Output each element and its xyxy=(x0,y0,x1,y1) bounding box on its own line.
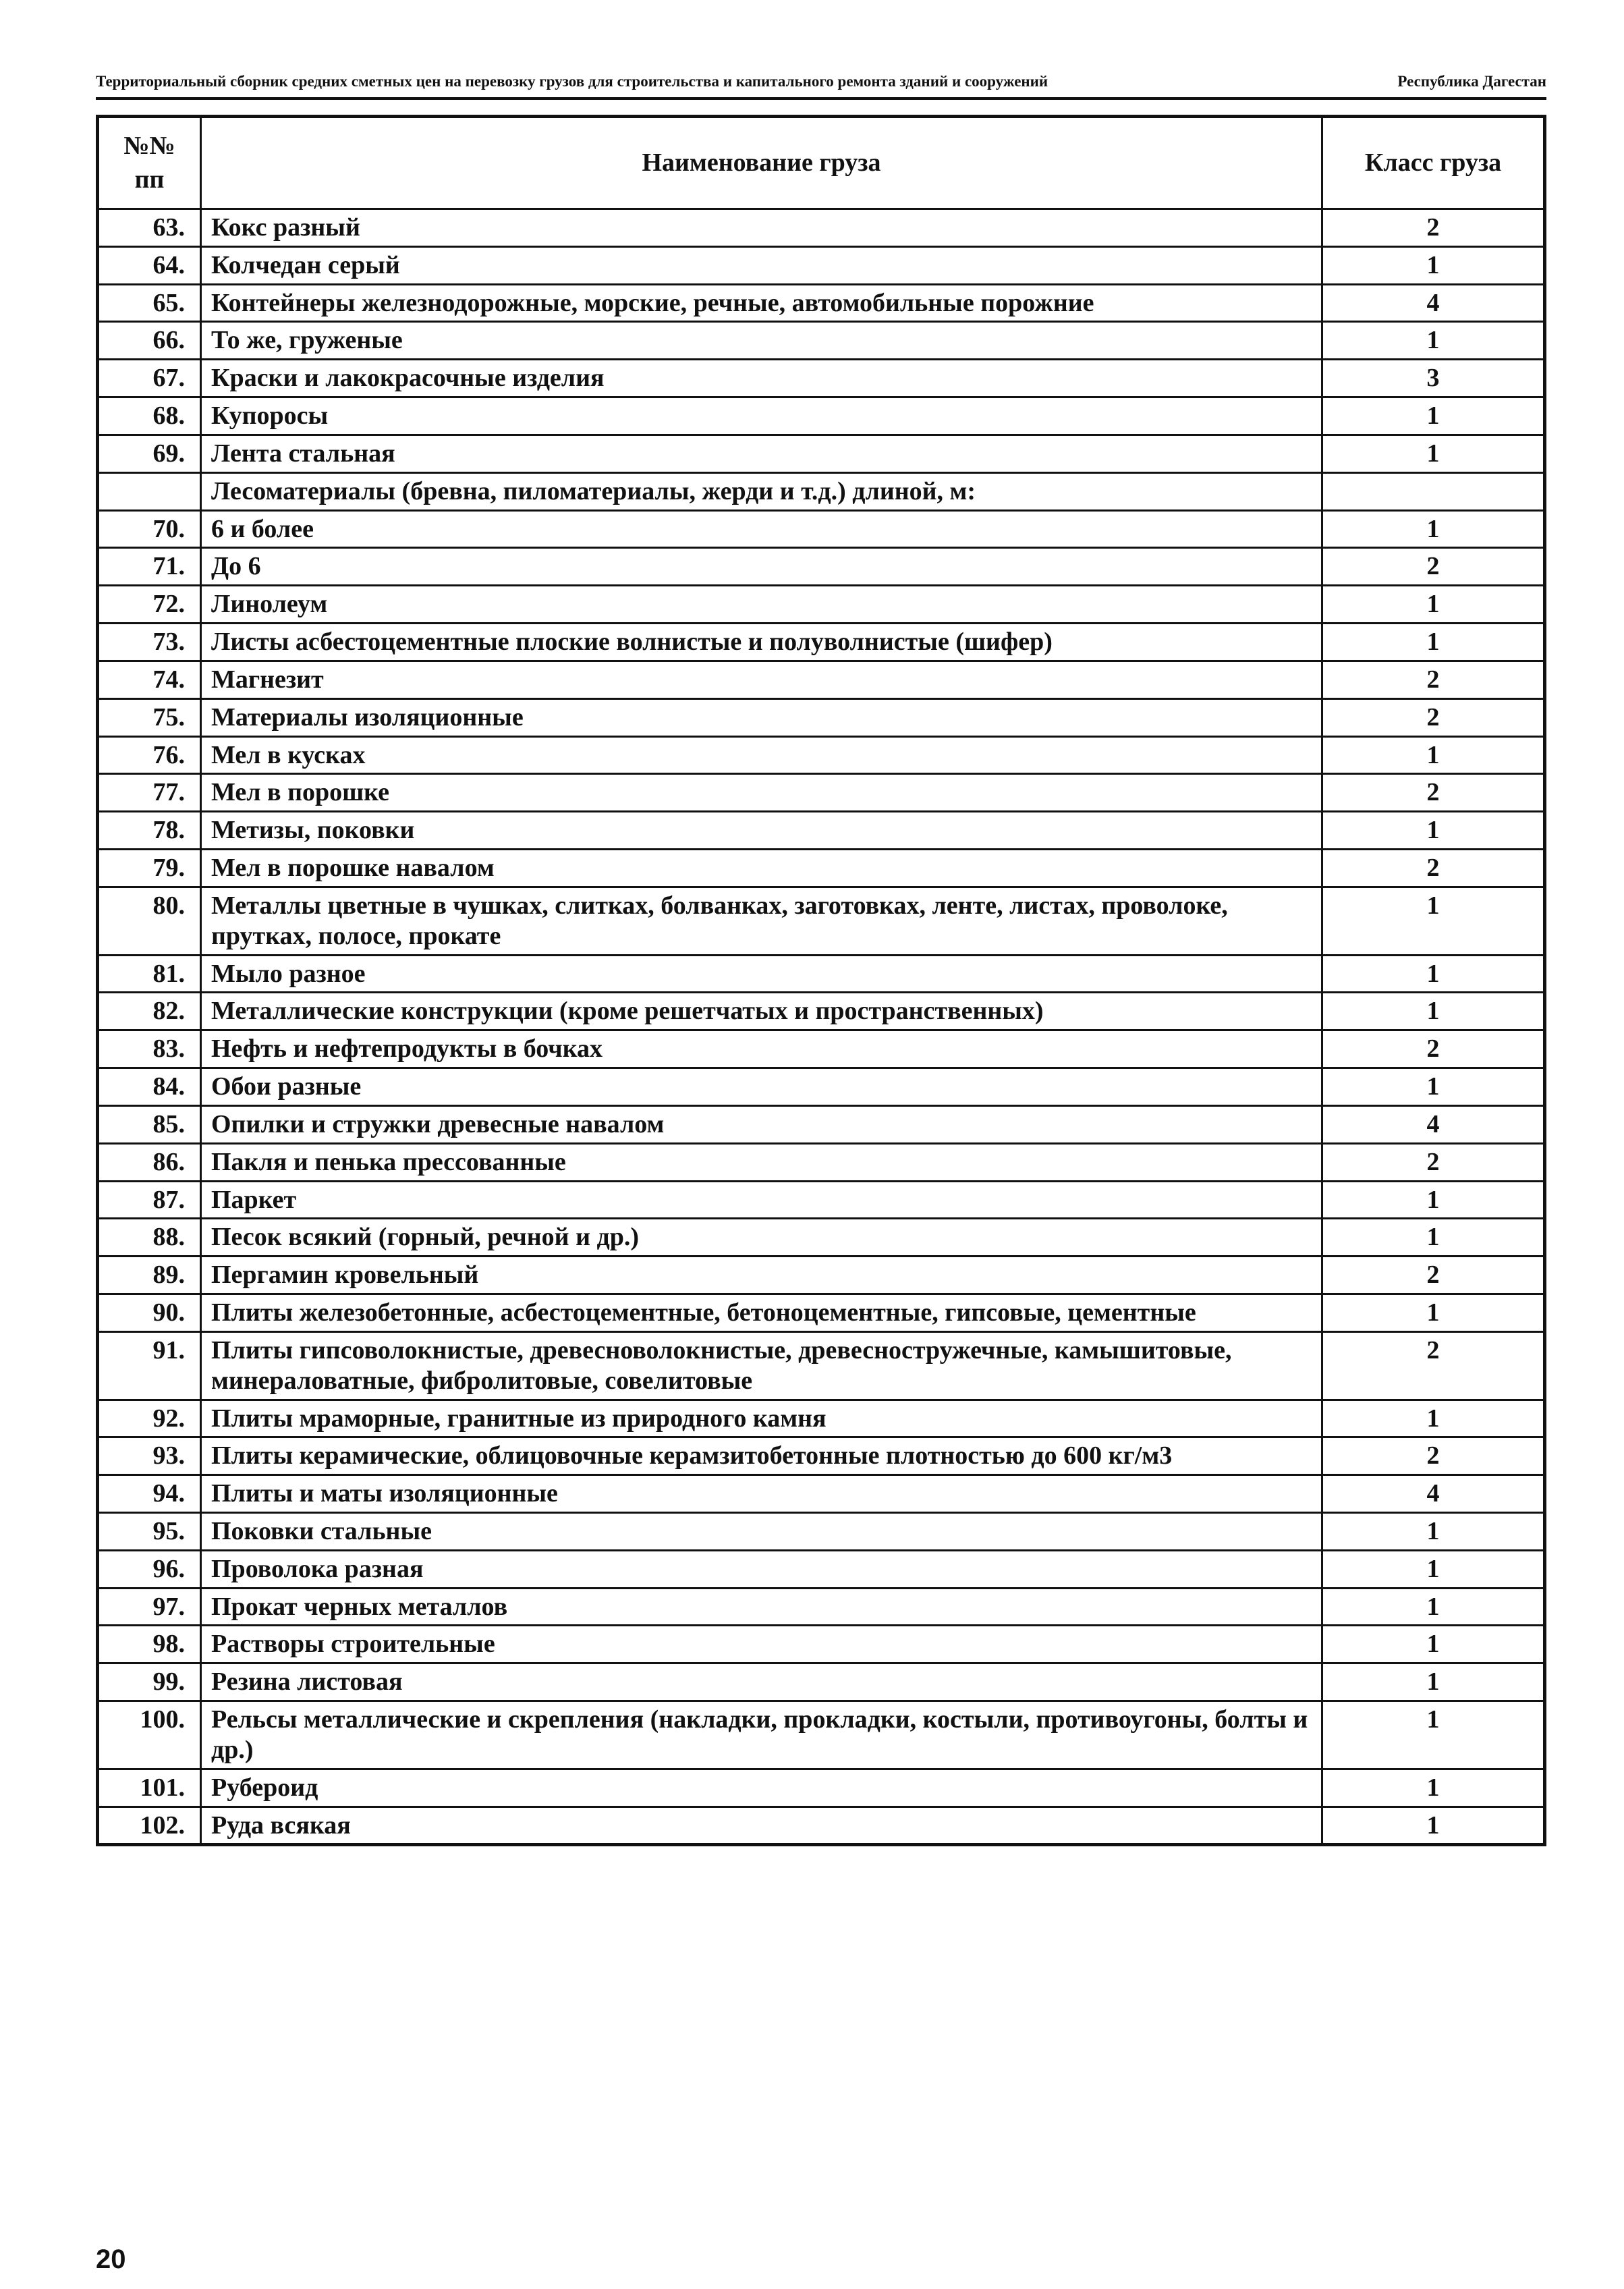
row-number: 83. xyxy=(98,1030,201,1068)
row-name: Прокат черных металлов xyxy=(201,1588,1322,1626)
row-number: 75. xyxy=(98,698,201,736)
row-class: 1 xyxy=(1322,246,1545,284)
row-number: 73. xyxy=(98,624,201,661)
row-class xyxy=(1322,472,1545,510)
row-name: Мел в порошке xyxy=(201,774,1322,812)
row-number: 90. xyxy=(98,1294,201,1332)
row-class: 1 xyxy=(1322,435,1545,472)
row-name: Пакля и пенька прессованные xyxy=(201,1143,1322,1181)
row-name: Растворы строительные xyxy=(201,1626,1322,1663)
table-row xyxy=(98,1331,1545,1400)
table-row xyxy=(98,1105,1545,1143)
table-row xyxy=(98,1807,1545,1845)
row-number: 92. xyxy=(98,1400,201,1437)
row-name: Лесоматериалы (бревна, пиломатериалы, жерди и т.д.) длиной, м: xyxy=(201,472,1322,510)
table-row xyxy=(98,360,1545,397)
table-row xyxy=(98,1588,1545,1626)
row-name: Рельсы металлические и скрепления (накладки, прокладки, костыли, противоугоны, болты и др.) xyxy=(201,1701,1322,1769)
table-row xyxy=(98,887,1545,955)
row-name: Песок всякий (горный, речной и др.) xyxy=(201,1219,1322,1257)
table-row xyxy=(98,624,1545,661)
row-name: Металлы цветные в чушках, слитках, болванках, заготовках, ленте, листах, проволоке, прутках, полосе, прокате xyxy=(201,887,1322,955)
table-row xyxy=(98,284,1545,322)
row-class: 2 xyxy=(1322,850,1545,887)
table-row xyxy=(98,1181,1545,1219)
row-number: 64. xyxy=(98,246,201,284)
column-header-class: Класс груза xyxy=(1322,117,1545,209)
row-class: 1 xyxy=(1322,1701,1545,1769)
header-region: Республика Дагестан xyxy=(1397,73,1546,90)
row-number: 98. xyxy=(98,1626,201,1663)
table-row xyxy=(98,955,1545,993)
row-name: Нефть и нефтепродукты в бочках xyxy=(201,1030,1322,1068)
row-number: 79. xyxy=(98,850,201,887)
row-name: Паркет xyxy=(201,1181,1322,1219)
row-name: Пергамин кровельный xyxy=(201,1257,1322,1294)
row-number: 68. xyxy=(98,397,201,435)
cargo-class-table xyxy=(96,115,1546,1846)
row-class: 1 xyxy=(1322,955,1545,993)
column-header-number-line1: №№ xyxy=(123,132,175,161)
row-number: 72. xyxy=(98,586,201,624)
row-number: 67. xyxy=(98,360,201,397)
row-class: 2 xyxy=(1322,1143,1545,1181)
table-row xyxy=(98,397,1545,435)
row-name: Руда всякая xyxy=(201,1807,1322,1845)
row-class: 1 xyxy=(1322,887,1545,955)
table-row xyxy=(98,1663,1545,1701)
row-name: Металлические конструкции (кроме решетчатых и пространственных) xyxy=(201,993,1322,1030)
row-number: 63. xyxy=(98,209,201,247)
row-class: 2 xyxy=(1322,1331,1545,1400)
row-number: 97. xyxy=(98,1588,201,1626)
row-name: Плиты и маты изоляционные xyxy=(201,1475,1322,1513)
table-row xyxy=(98,1219,1545,1257)
row-class: 1 xyxy=(1322,1294,1545,1332)
row-class: 2 xyxy=(1322,698,1545,736)
row-class: 4 xyxy=(1322,1475,1545,1513)
table-row xyxy=(98,548,1545,586)
row-number: 95. xyxy=(98,1512,201,1550)
row-class: 1 xyxy=(1322,1068,1545,1106)
table-row xyxy=(98,1030,1545,1068)
table-row xyxy=(98,850,1545,887)
table-row xyxy=(98,1475,1545,1513)
row-name: Опилки и стружки древесные навалом xyxy=(201,1105,1322,1143)
row-class: 1 xyxy=(1322,736,1545,774)
table-row xyxy=(98,435,1545,472)
row-number: 65. xyxy=(98,284,201,322)
row-name: Поковки стальные xyxy=(201,1512,1322,1550)
table-row xyxy=(98,1769,1545,1807)
row-number: 74. xyxy=(98,661,201,698)
column-header-number-line2: пп xyxy=(134,165,165,194)
table-row xyxy=(98,1512,1545,1550)
table-row xyxy=(98,322,1545,360)
row-number: 86. xyxy=(98,1143,201,1181)
table-row xyxy=(98,1437,1545,1475)
row-number: 87. xyxy=(98,1181,201,1219)
row-number: 82. xyxy=(98,993,201,1030)
row-name: Листы асбестоцементные плоские волнистые и полуволнистые (шифер) xyxy=(201,624,1322,661)
row-number: 78. xyxy=(98,812,201,850)
table-row xyxy=(98,1550,1545,1588)
row-name: Обои разные xyxy=(201,1068,1322,1106)
row-number: 69. xyxy=(98,435,201,472)
row-name: Проволока разная xyxy=(201,1550,1322,1588)
row-class: 1 xyxy=(1322,1769,1545,1807)
page-number: 20 xyxy=(96,2244,126,2274)
row-name: Мыло разное xyxy=(201,955,1322,993)
row-class: 3 xyxy=(1322,360,1545,397)
row-class: 4 xyxy=(1322,284,1545,322)
row-class: 2 xyxy=(1322,1257,1545,1294)
row-name: Рубероид xyxy=(201,1769,1322,1807)
row-number: 93. xyxy=(98,1437,201,1475)
table-row xyxy=(98,1626,1545,1663)
row-number: 88. xyxy=(98,1219,201,1257)
table-row xyxy=(98,736,1545,774)
row-class: 1 xyxy=(1322,812,1545,850)
row-class: 2 xyxy=(1322,774,1545,812)
row-class: 1 xyxy=(1322,397,1545,435)
row-number: 99. xyxy=(98,1663,201,1701)
row-class: 1 xyxy=(1322,1663,1545,1701)
row-class: 1 xyxy=(1322,586,1545,624)
table-row xyxy=(98,661,1545,698)
row-class: 1 xyxy=(1322,1588,1545,1626)
header-title: Территориальный сборник средних сметных цен на перевозку грузов для строительства и капитального ремонта зданий и сооружений xyxy=(96,73,1048,90)
column-header-name: Наименование груза xyxy=(201,117,1322,209)
row-class: 1 xyxy=(1322,1626,1545,1663)
table-row xyxy=(98,1701,1545,1769)
row-number: 81. xyxy=(98,955,201,993)
row-class: 2 xyxy=(1322,209,1545,247)
row-name: Лента стальная xyxy=(201,435,1322,472)
row-class: 2 xyxy=(1322,1030,1545,1068)
row-class: 1 xyxy=(1322,1550,1545,1588)
row-name: Плиты керамические, облицовочные керамзитобетонные плотностью до 600 кг/м3 xyxy=(201,1437,1322,1475)
row-number: 102. xyxy=(98,1807,201,1845)
table-row xyxy=(98,1257,1545,1294)
table-row xyxy=(98,472,1545,510)
row-number xyxy=(98,472,201,510)
row-name: Резина листовая xyxy=(201,1663,1322,1701)
header-rule xyxy=(96,97,1546,100)
row-name: Кокс разный xyxy=(201,209,1322,247)
row-name: Мел в кусках xyxy=(201,736,1322,774)
row-name: Линолеум xyxy=(201,586,1322,624)
row-class: 1 xyxy=(1322,1807,1545,1845)
row-number: 96. xyxy=(98,1550,201,1588)
row-number: 71. xyxy=(98,548,201,586)
row-number: 100. xyxy=(98,1701,201,1769)
table-row xyxy=(98,586,1545,624)
row-class: 1 xyxy=(1322,1512,1545,1550)
table-row xyxy=(98,774,1545,812)
row-class: 2 xyxy=(1322,548,1545,586)
row-number: 77. xyxy=(98,774,201,812)
row-number: 101. xyxy=(98,1769,201,1807)
row-class: 1 xyxy=(1322,993,1545,1030)
row-class: 1 xyxy=(1322,1400,1545,1437)
column-header-number xyxy=(98,117,201,209)
running-header xyxy=(96,73,1546,96)
row-number: 89. xyxy=(98,1257,201,1294)
row-name: Плиты гипсоволокнистые, древесноволокнистые, древесностружечные, камышитовые, минераловатные, фибролитовые, совелитовые xyxy=(201,1331,1322,1400)
row-number: 85. xyxy=(98,1105,201,1143)
row-number: 94. xyxy=(98,1475,201,1513)
row-number: 91. xyxy=(98,1331,201,1400)
table-row xyxy=(98,1068,1545,1106)
row-name: Материалы изоляционные xyxy=(201,698,1322,736)
row-name: Купоросы xyxy=(201,397,1322,435)
row-number: 66. xyxy=(98,322,201,360)
table-row xyxy=(98,1400,1545,1437)
row-name: Магнезит xyxy=(201,661,1322,698)
row-number: 76. xyxy=(98,736,201,774)
row-name: Метизы, поковки xyxy=(201,812,1322,850)
table-row xyxy=(98,246,1545,284)
row-name: Контейнеры железнодорожные, морские, речные, автомобильные порожние xyxy=(201,284,1322,322)
table-header-row xyxy=(98,117,1545,209)
row-name: 6 и более xyxy=(201,510,1322,548)
row-name: Плиты мраморные, гранитные из природного камня xyxy=(201,1400,1322,1437)
row-class: 1 xyxy=(1322,624,1545,661)
row-name: Мел в порошке навалом xyxy=(201,850,1322,887)
table-row xyxy=(98,209,1545,247)
row-class: 1 xyxy=(1322,322,1545,360)
table-row xyxy=(98,510,1545,548)
table-row xyxy=(98,1143,1545,1181)
table-row xyxy=(98,1294,1545,1332)
table-row xyxy=(98,698,1545,736)
row-class: 1 xyxy=(1322,1219,1545,1257)
row-name: До 6 xyxy=(201,548,1322,586)
row-class: 2 xyxy=(1322,661,1545,698)
row-number: 70. xyxy=(98,510,201,548)
row-class: 1 xyxy=(1322,1181,1545,1219)
row-name: Плиты железобетонные, асбестоцементные, бетоноцементные, гипсовые, цементные xyxy=(201,1294,1322,1332)
table-row xyxy=(98,993,1545,1030)
table-row xyxy=(98,812,1545,850)
row-number: 80. xyxy=(98,887,201,955)
row-name: Краски и лакокрасочные изделия xyxy=(201,360,1322,397)
row-number: 84. xyxy=(98,1068,201,1106)
row-class: 2 xyxy=(1322,1437,1545,1475)
row-class: 4 xyxy=(1322,1105,1545,1143)
row-name: То же, груженые xyxy=(201,322,1322,360)
row-class: 1 xyxy=(1322,510,1545,548)
row-name: Колчедан серый xyxy=(201,246,1322,284)
